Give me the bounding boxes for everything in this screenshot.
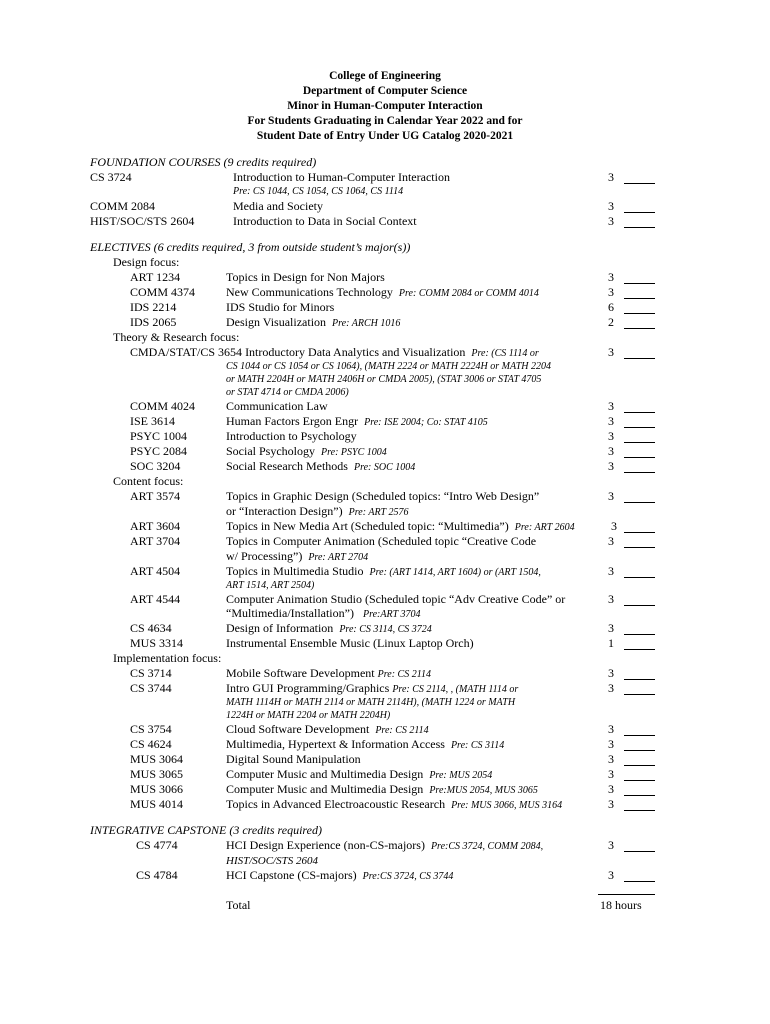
header-graduating: For Students Graduating in Calendar Year 2022 and for (247, 115, 523, 127)
course-title-cont-text: w/ Processing”) (226, 549, 303, 563)
course-credits: 3 (608, 199, 614, 213)
course-code: CS 4634 (130, 621, 172, 635)
course-code: PSYC 1004 (130, 429, 188, 443)
course-prereq: Pre: SOC 1004 (353, 462, 416, 473)
course-title (226, 838, 543, 853)
course-code: SOC 3204 (130, 459, 181, 473)
course-title: Introductory Data Analytics and Visualization (245, 345, 466, 359)
course-title (226, 666, 431, 681)
course-credits: 3 (608, 838, 614, 852)
course-title (226, 767, 492, 782)
credit-blank (624, 303, 655, 314)
course-credits: 3 (608, 459, 614, 473)
credit-blank (624, 770, 655, 781)
course-code: CS 3714 (130, 666, 172, 680)
credit-blank (624, 273, 655, 284)
course-code: CS 4784 (136, 868, 178, 882)
course-title-cont (226, 504, 408, 519)
course-credits: 3 (608, 782, 614, 796)
course-credits: 3 (611, 519, 617, 533)
foundation-heading: FOUNDATION COURSES (9 credits required) (90, 155, 317, 169)
course-code: IDS 2065 (130, 315, 177, 329)
credit-blank (624, 871, 655, 882)
header-college: College of Engineering (329, 70, 441, 82)
course-credits: 3 (608, 444, 614, 458)
credit-blank (624, 462, 655, 473)
credit-blank (624, 624, 655, 635)
course-code: ART 3704 (130, 534, 181, 548)
course-prereq: Pre: CS 3114, CS 3724 (339, 624, 432, 635)
course-code: ART 1234 (130, 270, 181, 284)
course-title: Instrumental Ensemble Music (Linux Laptop Orch) (226, 636, 474, 650)
total-rule (598, 894, 655, 895)
course-credits: 3 (608, 429, 614, 443)
course-title: Introduction to Psychology (226, 429, 357, 443)
course-title (226, 722, 429, 737)
credit-blank (624, 785, 655, 796)
credit-blank (624, 348, 655, 359)
course-code: CMDA/STAT/CS 3654 (130, 345, 243, 359)
course-credits: 1 (608, 636, 614, 650)
total-value: 18 hours (600, 898, 642, 912)
course-title (226, 737, 504, 752)
course-prereq: Pre: CS 3114 (450, 740, 505, 751)
course-prereq-cont: CS 1044 or CS 1054 or CS 1064), (MATH 2224 or MATH 2224H or MATH 2204 (226, 361, 552, 372)
course-title (226, 621, 432, 636)
credit-blank (624, 740, 655, 751)
credit-blank (624, 669, 655, 680)
content-focus-label: Content focus: (113, 474, 184, 488)
course-code: COMM 4024 (130, 399, 196, 413)
course-code: CS 4774 (136, 838, 178, 852)
course-prereq-cont (226, 853, 318, 868)
course-credits: 3 (608, 722, 614, 736)
course-title (226, 414, 488, 429)
header-catalog: Student Date of Entry Under UG Catalog 2020-2021 (256, 130, 514, 142)
credit-blank (624, 537, 655, 548)
course-credits: 6 (608, 300, 614, 314)
course-prereq: Pre: (ART 1414, ART 1604) or (ART 1504, (369, 567, 541, 578)
course-credits: 3 (608, 270, 614, 284)
course-prereq: Pre: ART 2604 (514, 522, 575, 533)
course-title: Computer Animation Studio (Scheduled topic “Adv Creative Code” or (226, 592, 566, 606)
course-code: COMM 2084 (90, 199, 156, 213)
credit-blank (624, 202, 655, 213)
course-prereq-cont: ART 1514, ART 2504) (226, 580, 315, 591)
course-credits: 3 (608, 534, 614, 548)
course-code: CS 3724 (90, 170, 132, 184)
course-prereq-cont: or MATH 2204H or MATH 2406H or CMDA 2005), (STAT 3006 or STAT 4705 (226, 374, 542, 385)
course-title-text: HCI Design Experience (non-CS-majors) (226, 838, 425, 852)
credit-blank (624, 639, 655, 650)
course-credits: 3 (608, 170, 614, 184)
course-title-text: Computer Music and Multimedia Design (226, 782, 424, 796)
course-code: MUS 3065 (130, 767, 184, 781)
course-credits: 3 (608, 666, 614, 680)
course-title-text: Mobile Software Development (226, 666, 375, 680)
course-code: MUS 3066 (130, 782, 184, 796)
course-prereq: Pre: MUS 2054 (429, 770, 493, 781)
course-title (226, 868, 453, 883)
course-prereq: Pre: (CS 1114 or (471, 348, 539, 359)
course-credits: 3 (608, 681, 614, 695)
course-title-text: Topics in New Media Art (Scheduled topic: “Multimedia”) (226, 519, 509, 533)
course-title: Topics in Design for Non Majors (226, 270, 385, 284)
course-credits: 3 (608, 399, 614, 413)
credit-blank (624, 595, 655, 606)
course-title (226, 564, 541, 579)
course-title: Media and Society (233, 199, 323, 213)
course-prereq: Pre: CS 1044, CS 1054, CS 1064, CS 1114 (233, 186, 404, 197)
course-code: IDS 2214 (130, 300, 177, 314)
course-code: ART 3574 (130, 489, 181, 503)
implementation-focus-label: Implementation focus: (113, 651, 222, 665)
course-title: Topics in Computer Animation (Scheduled topic “Creative Code (226, 534, 537, 548)
credit-blank (624, 217, 655, 228)
theory-focus-label: Theory & Research focus: (113, 330, 240, 344)
course-title: Digital Sound Manipulation (226, 752, 361, 766)
course-prereq: Pre:CS 3724, COMM 2084, (430, 841, 544, 852)
course-title-cont (226, 549, 368, 564)
course-code: MUS 4014 (130, 797, 184, 811)
total-label: Total (226, 898, 251, 912)
course-prereq-cont: or STAT 4714 or CMDA 2006) (226, 387, 349, 398)
course-prereq: Pre: ART 2576 (348, 507, 409, 518)
course-title-text: Topics in Advanced Electroacoustic Research (226, 797, 446, 811)
course-title-text: Multimedia, Hypertext & Information Access (226, 737, 445, 751)
course-title-cont (226, 606, 420, 621)
header-department: Department of Computer Science (302, 85, 468, 97)
electives-heading: ELECTIVES (6 credits required, 3 from outside student’s major(s)) (90, 240, 411, 254)
course-prereq: Pre: PSYC 1004 (321, 447, 387, 458)
course-title (226, 797, 562, 812)
course-prereq: Pre: CS 2114 (375, 725, 429, 736)
course-prereq-cont: MATH 1114H or MATH 2114 or MATH 2114H), (MATH 1224 or MATH (226, 697, 516, 708)
course-title (226, 444, 387, 459)
credit-blank (624, 684, 655, 695)
course-code: CS 4624 (130, 737, 172, 751)
course-credits: 3 (608, 489, 614, 503)
course-prereq: Pre:MUS 2054, MUS 3065 (429, 785, 538, 796)
course-title-text: Cloud Software Development (226, 722, 370, 736)
course-credits: 3 (608, 564, 614, 578)
credit-blank (624, 402, 655, 413)
course-title-text: Design Visualization (226, 315, 327, 329)
course-title: IDS Studio for Minors (226, 300, 335, 314)
course-code: ART 3604 (130, 519, 181, 533)
credit-blank (624, 522, 655, 533)
course-code: CS 3744 (130, 681, 172, 695)
design-focus-label: Design focus: (113, 255, 180, 269)
header-minor: Minor in Human-Computer Interaction (287, 100, 483, 112)
course-title (226, 681, 518, 696)
course-title (226, 315, 400, 330)
course-title-text: Social Psychology (226, 444, 315, 458)
course-title (226, 459, 415, 474)
course-prereq: Pre:CS 3724, CS 3744 (362, 871, 454, 882)
course-title-text: Human Factors Ergon Engr (226, 414, 359, 428)
course-code: ART 4504 (130, 564, 181, 578)
credit-blank (624, 173, 655, 184)
course-credits: 3 (608, 414, 614, 428)
course-credits: 3 (608, 214, 614, 228)
course-credits: 3 (608, 285, 614, 299)
course-prereq: Pre: CS 2114, , (MATH 1114 or (392, 684, 519, 695)
course-code: HIST/SOC/STS 2604 (90, 214, 195, 228)
course-code: ART 4544 (130, 592, 181, 606)
course-title: Introduction to Human-Computer Interaction (233, 170, 450, 184)
course-prereq: Pre:ART 3704 (362, 609, 421, 620)
course-title-text: Computer Music and Multimedia Design (226, 767, 424, 781)
course-title-text: Design of Information (226, 621, 334, 635)
course-prereq: Pre: MUS 3066, MUS 3164 (451, 800, 563, 811)
course-title-text: Social Research Methods (226, 459, 348, 473)
course-title (226, 519, 575, 534)
course-title-cont-text: or “Interaction Design”) (226, 504, 343, 518)
course-code: COMM 4374 (130, 285, 196, 299)
credit-blank (624, 567, 655, 578)
credit-blank (624, 417, 655, 428)
course-credits: 3 (608, 752, 614, 766)
course-code: ISE 3614 (130, 414, 175, 428)
course-prereq-cont-text: HIST/SOC/STS 2604 (226, 855, 318, 867)
credit-blank (624, 755, 655, 766)
credit-blank (624, 492, 655, 503)
course-title: Introduction to Data in Social Context (233, 214, 417, 228)
course-prereq: Pre: ISE 2004; Co: STAT 4105 (364, 417, 488, 428)
course-code: PSYC 2084 (130, 444, 188, 458)
course-title-text: HCI Capstone (CS-majors) (226, 868, 357, 882)
course-code: MUS 3064 (130, 752, 184, 766)
course-prereq: Pre: ART 2704 (308, 552, 369, 563)
course-prereq: Pre: CS 2114 (377, 669, 431, 680)
credit-blank (624, 288, 655, 299)
course-credits: 3 (608, 767, 614, 781)
course-credits: 2 (608, 315, 614, 329)
course-credits: 3 (608, 737, 614, 751)
course-credits: 3 (608, 621, 614, 635)
credit-blank (624, 725, 655, 736)
course-title-text: Topics in Multimedia Studio (226, 564, 364, 578)
course-title-cont-text: “Multimedia/Installation”) (226, 606, 354, 620)
course-credits: 3 (608, 592, 614, 606)
course-title: Topics in Graphic Design (Scheduled topics: “Intro Web Design” (226, 489, 540, 503)
course-title: Communication Law (226, 399, 328, 413)
credit-blank (624, 800, 655, 811)
course-code: CS 3754 (130, 722, 172, 736)
course-prereq: Pre: COMM 2084 or COMM 4014 (398, 288, 539, 299)
course-prereq-cont: 1224H or MATH 2204 or MATH 2204H) (226, 710, 391, 721)
course-code: MUS 3314 (130, 636, 184, 650)
capstone-heading: INTEGRATIVE CAPSTONE (3 credits required) (90, 823, 322, 837)
credit-blank (624, 318, 655, 329)
course-prereq: Pre: ARCH 1016 (332, 318, 401, 329)
course-title (226, 782, 538, 797)
course-title (226, 285, 539, 300)
course-credits: 3 (608, 345, 614, 359)
course-credits: 3 (608, 797, 614, 811)
credit-blank (624, 432, 655, 443)
course-credits: 3 (608, 868, 614, 882)
course-code-title (130, 345, 539, 360)
credit-blank (624, 841, 655, 852)
course-title-text: Intro GUI Programming/Graphics (226, 681, 390, 695)
credit-blank (624, 447, 655, 458)
course-title-text: New Communications Technology (226, 285, 393, 299)
